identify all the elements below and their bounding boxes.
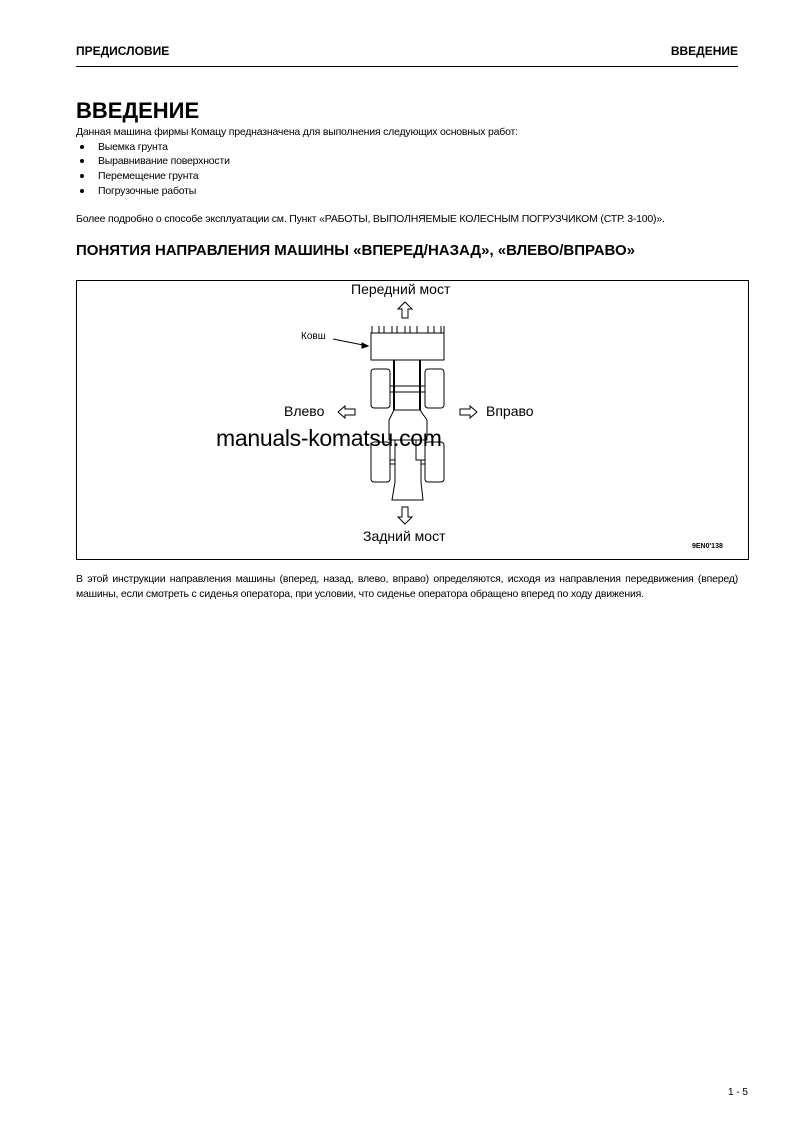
header-section: ПРЕДИСЛОВИЕ	[76, 44, 170, 58]
arrow-right-icon	[460, 406, 477, 418]
page-number: 1 - 5	[727, 1087, 748, 1098]
arrow-left-icon	[338, 406, 355, 418]
arrow-down-icon	[398, 507, 412, 524]
intro-text: Данная машина фирмы Комацу предназначена для выполнения следующих основных работ:	[76, 126, 518, 138]
header-chapter: ВВЕДЕНИЕ	[670, 44, 738, 58]
section-title: ПОНЯТИЯ НАПРАВЛЕНИЯ МАШИНЫ «ВПЕРЕД/НАЗАД», «ВЛЕВО/ВПРАВО»	[76, 242, 636, 259]
reference-text: Более подробно о способе эксплуатации см. Пункт «РАБОТЫ, ВЫПОЛНЯЕМЫЕ КОЛЕСНЫМ ПОГРУЗЧИКОМ (СТР. 3-100)».	[76, 213, 665, 225]
arrow-up-icon	[398, 302, 412, 318]
list-item: Выемка грунта	[76, 140, 746, 155]
list-item: Погрузочные работы	[76, 184, 746, 199]
bucket-leader-arrowhead	[362, 343, 368, 348]
wheel-front-right	[425, 369, 444, 408]
label-rear: Задний мост	[363, 528, 446, 544]
list-item: Перемещение грунта	[76, 169, 746, 184]
label-left: Влево	[284, 403, 325, 419]
frame-rails	[394, 360, 420, 410]
watermark: manuals-komatsu.com	[216, 425, 442, 451]
list-item: Выравнивание поверхности	[76, 154, 746, 169]
label-right: Вправо	[486, 403, 534, 419]
label-front: Передний мост	[351, 281, 451, 297]
explanation-text: В этой инструкции направления машины (вперед, назад, влево, вправо) определяются, исходя из направления передвижения (вперед) машины, если смотреть с сиденья оператора, при условии, что сиденье оператора обращено вперед по ходу движения.	[76, 573, 738, 600]
wheel-front-left	[371, 369, 390, 408]
label-bucket: Ковш	[301, 331, 326, 342]
page-title: ВВЕДЕНИЕ	[76, 98, 200, 123]
bucket-shape	[371, 326, 444, 360]
figure-code: 9EN0'138	[692, 543, 723, 550]
